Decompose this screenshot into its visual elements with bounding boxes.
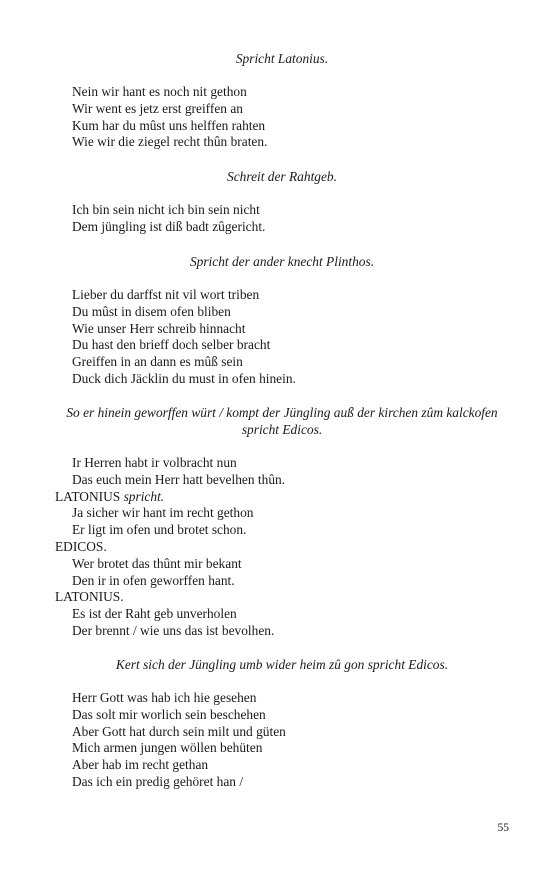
- verse-stanza-2: [48, 202, 265, 236]
- verse-line: Wie unser Herr schreib hinnacht: [72, 320, 246, 336]
- verse-line: Mich armen jungen wöllen behüten: [72, 740, 263, 756]
- verse-line: Er ligt im ofen und brotet schon.: [72, 522, 247, 538]
- speaker-name: LATONIUS: [55, 488, 121, 504]
- verse-stanza-4: [48, 455, 285, 640]
- verse-line: Du mûst in disem ofen bliben: [72, 303, 231, 319]
- verse-line: Aber Gott hat durch sein milt und güten: [72, 723, 286, 739]
- verse-line: Aber hab im recht gethan: [72, 757, 209, 773]
- verse-line: Lieber du darffst nit vil wort triben: [72, 287, 260, 302]
- verse-line: Wir went es jetz erst greiffen an: [72, 100, 243, 116]
- verse-line: Wie wir die ziegel recht thûn braten.: [72, 134, 268, 150]
- verse-line: Ja sicher wir hant im recht gethon: [72, 505, 254, 521]
- verse-line: Kum har du mûst uns helffen rahten: [72, 117, 266, 133]
- verse-line: Der brennt / wie uns das ist bevolhen.: [72, 622, 275, 638]
- verse-line: Du hast den brieff doch selber bracht: [72, 337, 271, 353]
- verse-line: Nein wir hant es noch nit gethon: [72, 84, 247, 99]
- verse-line: Den ir in ofen geworffen hant.: [72, 572, 235, 588]
- page-number: 55: [497, 822, 509, 834]
- verse-line: Es ist der Raht geb unverholen: [72, 606, 237, 622]
- speaker-label: LATONIUS.: [55, 589, 124, 605]
- stage-direction-1: Spricht Latonius.: [235, 51, 329, 66]
- verse-line: Das solt mir worlich sein beschehen: [72, 706, 266, 722]
- verse-line: Dem jüngling ist diß badt zûgericht.: [72, 218, 266, 234]
- verse-line: Herr Gott was hab ich hie gesehen: [72, 690, 257, 705]
- verse-stanza-1: [48, 84, 267, 151]
- verse-line: Duck dich Jäcklin du must in ofen hinein.: [72, 370, 296, 386]
- verse-stanza-3: [48, 287, 296, 388]
- stage-direction-3: Spricht der ander knecht Plinthos.: [189, 254, 375, 269]
- verse-line: Ich bin sein nicht ich bin sein nicht: [72, 202, 260, 217]
- verse-stanza-5: [48, 690, 286, 791]
- verse-line: Das euch mein Herr hatt bevelhen thûn.: [72, 471, 286, 487]
- speaker-direction: spricht.: [123, 488, 165, 504]
- verse-line: Greiffen in an dann es mûß sein: [72, 354, 243, 370]
- speaker-label: EDICOS.: [55, 538, 107, 554]
- verse-line: Wer brotet das thûnt mir bekant: [72, 555, 242, 571]
- verse-line: Ir Herren habt ir volbracht nun: [72, 455, 237, 470]
- verse-line: Das ich ein predig gehöret han /: [72, 773, 244, 789]
- stage-direction-5: Kert sich der Jüngling umb wider heim zû gon spricht Edicos.: [115, 657, 449, 672]
- stage-direction-4: So er hinein geworffen würt / kompt der Jüngling auß der kirchen zûm kalckofen spricht Edicos.: [66, 405, 498, 437]
- stage-direction-2: Schreit der Rahtgeb.: [227, 169, 337, 184]
- speaker-label: [48, 489, 285, 506]
